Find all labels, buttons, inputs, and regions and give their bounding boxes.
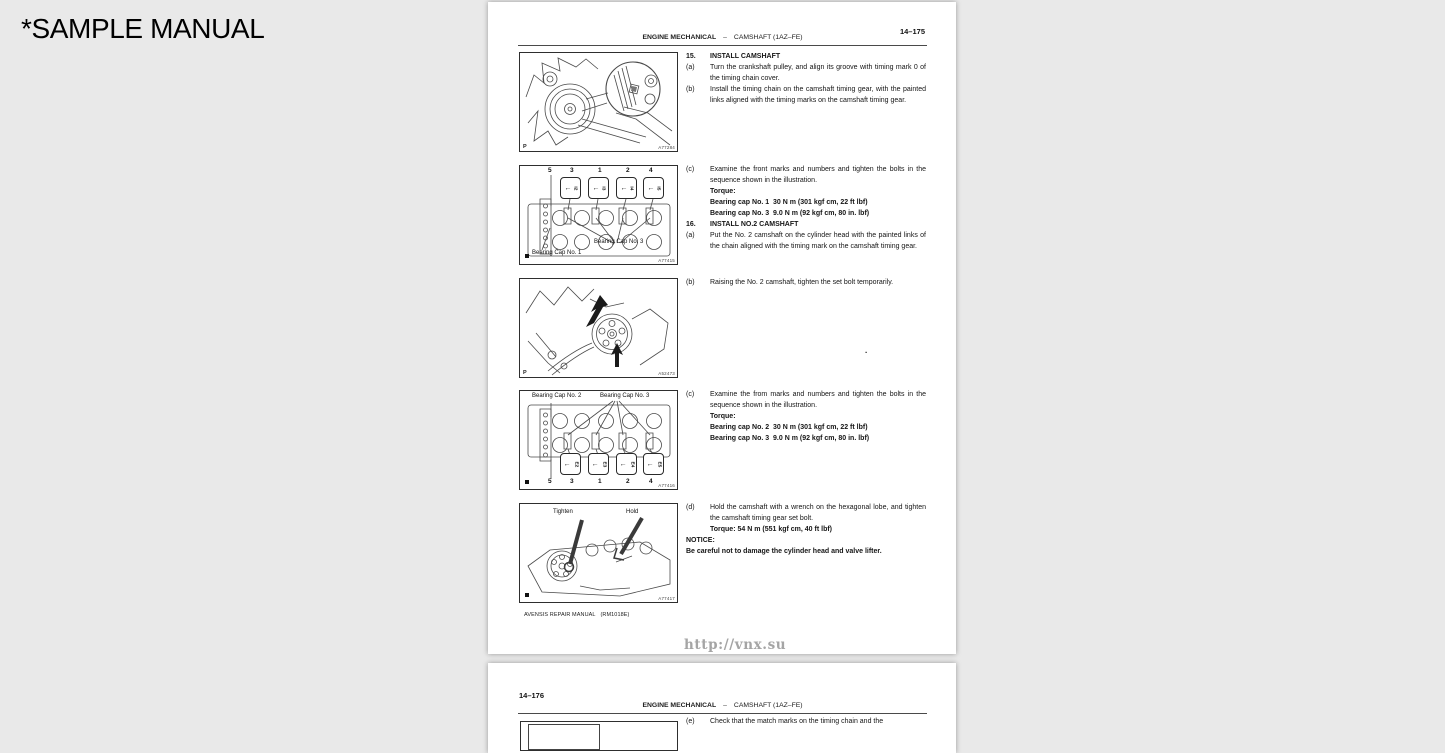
torque-heading: Torque:: [710, 188, 736, 195]
cap-callout: [616, 453, 637, 475]
bearing-cap-1-label: Bearing Cap No. 1: [532, 250, 582, 256]
torque-spec: Torque: 54 N m (551 kgf cm, 40 ft lbf): [710, 526, 833, 533]
instruction-block-timing-gear-bolt: [686, 502, 926, 557]
step-text: Put the No. 2 camshaft on the cylinder head with the painted links of the chain aligned with the timing mark on the camshaft timing gear.: [710, 232, 926, 250]
figure-corner-mark: P: [523, 370, 527, 376]
camshaft-sprocket-illustration: [520, 279, 677, 377]
bearing-cap-2-label: Bearing Cap No. 2: [532, 393, 582, 399]
torque-spec: Bearing cap No. 3 9.0 N m (92 kgf cm, 80 in. lbf): [710, 210, 870, 217]
tighten-label: Tighten: [553, 509, 573, 515]
cap-callout: [616, 177, 637, 199]
sequence-number: 4: [649, 478, 653, 485]
instruction-line: [686, 62, 926, 84]
section-header-left: ENGINE MECHANICAL: [642, 34, 717, 41]
step-number: (b): [686, 279, 695, 286]
step-text: Raising the No. 2 camshaft, tighten the set bolt temporarily.: [710, 279, 894, 286]
instruction-block-cap-sequence-2: [686, 389, 926, 444]
figure-corner-mark: P: [523, 144, 527, 150]
hold-label: Hold: [626, 509, 639, 515]
cap-callout-label: E5: [655, 461, 661, 467]
sequence-number: 2: [626, 167, 630, 174]
step-number: (c): [686, 391, 695, 398]
figure-code: A77417: [658, 596, 675, 601]
instruction-block-partial: [686, 716, 926, 727]
figure-code: A77284: [658, 145, 675, 150]
instruction-line: [686, 51, 926, 62]
step-text: INSTALL CAMSHAFT: [710, 53, 781, 60]
left-arrow-icon: ←: [563, 460, 571, 468]
instruction-block-cap-sequence-1: [686, 164, 926, 252]
step-number: (e): [686, 718, 695, 725]
stray-dot: .: [865, 346, 868, 355]
cap-callout-label: E2: [572, 461, 578, 467]
cap-callout-label: I2: [572, 185, 578, 190]
sequence-number: 2: [626, 478, 630, 485]
step-text: INSTALL NO.2 CAMSHAFT: [710, 221, 799, 228]
figure-bearing-cap-sequence-2: [519, 390, 678, 490]
bearing-cap-3-label: Bearing Cap No. 3: [594, 239, 644, 245]
page-number: 14–175: [899, 27, 925, 36]
figure-code: A77416: [658, 483, 675, 488]
step-text: Install the timing chain on the camshaft timing gear, with the painted links aligned with the timing marks on the camshaft timing gear.: [710, 86, 926, 104]
crankshaft-pulley-illustration: [520, 53, 677, 151]
sequence-number: 3: [570, 478, 574, 485]
step-number: (b): [686, 86, 695, 93]
cap-callout-label: E3: [600, 461, 606, 467]
sequence-number: 4: [649, 167, 653, 174]
manual-footer: AVENSIS REPAIR MANUAL (RM1018E): [524, 612, 630, 618]
left-arrow-icon: ←: [619, 460, 627, 468]
left-arrow-icon: ←: [647, 184, 655, 192]
sequence-number: 5: [548, 478, 552, 485]
bearing-cap-3-label: Bearing Cap No. 3: [600, 393, 650, 399]
manual-page-175: [488, 2, 956, 654]
wrench-illustration: [520, 504, 677, 602]
step-number: (c): [686, 166, 695, 173]
instruction-block-set-bolt: [686, 277, 926, 288]
step-text: Turn the crankshaft pulley, and align its groove with timing mark 0 of the timing chain cover.: [710, 64, 926, 82]
instruction-line: [686, 277, 926, 288]
footnote-square-icon: [525, 480, 529, 484]
section-header-right: CAMSHAFT (1AZ–FE): [733, 34, 803, 41]
torque-spec: Bearing cap No. 1 30 N m (301 kgf cm, 22 ft lbf): [710, 199, 868, 206]
vnx-watermark: http://vnx.su: [684, 637, 787, 653]
section-header-left: ENGINE MECHANICAL: [642, 702, 717, 709]
section-header-right: CAMSHAFT (1AZ–FE): [733, 702, 803, 709]
figure-no2-camshaft: [519, 278, 678, 378]
instruction-line: [686, 230, 926, 252]
cap-callout: [560, 177, 581, 199]
step-text: Examine the from marks and numbers and tighten the bolts in the sequence shown in the illustration.: [710, 391, 926, 409]
notice-heading: NOTICE:: [686, 537, 715, 544]
left-arrow-icon: ←: [564, 184, 572, 192]
manual-page-176: [488, 663, 956, 753]
instruction-line: [686, 502, 926, 524]
figure-partial-inner-box: [528, 724, 600, 750]
left-arrow-icon: ←: [591, 460, 599, 468]
sample-manual-label: *SAMPLE MANUAL: [21, 13, 265, 44]
cap-callout-label: I4: [628, 185, 634, 190]
cap-callout: [643, 177, 664, 199]
cap-callout-label: I5: [655, 185, 661, 190]
left-arrow-icon: ←: [646, 460, 654, 468]
cap-callout-label: I3: [600, 185, 606, 190]
section-header: [518, 702, 927, 714]
sequence-number: 5: [548, 167, 552, 174]
step-text: Hold the camshaft with a wrench on the hexagonal lobe, and tighten the camshaft timing gear set bolt.: [710, 504, 926, 522]
step-number: (a): [686, 232, 695, 239]
cap-callout: [643, 453, 664, 475]
torque-heading: Torque:: [710, 413, 736, 420]
notice-text: Be careful not to damage the cylinder head and valve lifter.: [686, 548, 882, 555]
cap-callout: [588, 177, 609, 199]
instruction-line: [686, 219, 926, 230]
figure-code: A52473: [658, 371, 675, 376]
instruction-line: [686, 84, 926, 106]
section-header-dash: –: [723, 702, 727, 709]
footnote-square-icon: [525, 254, 529, 258]
instruction-block-install-camshaft: [686, 51, 926, 106]
step-text: Examine the front marks and numbers and tighten the bolts in the sequence shown in the illustration.: [710, 166, 926, 184]
step-number: 16.: [686, 221, 696, 228]
instruction-line: [686, 389, 926, 411]
left-arrow-icon: ←: [592, 184, 600, 192]
figure-crankshaft-pulley: [519, 52, 678, 152]
step-text: Check that the match marks on the timing chain and the: [710, 718, 884, 725]
torque-spec: Bearing cap No. 3 9.0 N m (92 kgf cm, 80 in. lbf): [710, 435, 870, 442]
torque-spec: Bearing cap No. 2 30 N m (301 kgf cm, 22 ft lbf): [710, 424, 868, 431]
sequence-number: 1: [598, 167, 602, 174]
sequence-number: 1: [598, 478, 602, 485]
cap-callout: [560, 453, 581, 475]
figure-code: A77415: [658, 258, 675, 263]
page-number: 14–176: [519, 691, 545, 700]
cap-callout: [588, 453, 609, 475]
cap-callout-label: E4: [628, 461, 634, 467]
figure-tighten-hold-wrench: [519, 503, 678, 603]
section-header: [518, 34, 927, 46]
figure-bearing-cap-sequence-1: [519, 165, 678, 265]
step-number: 15.: [686, 53, 696, 60]
step-number: (d): [686, 504, 695, 511]
step-number: (a): [686, 64, 695, 71]
instruction-line: [686, 716, 926, 727]
footnote-square-icon: [525, 593, 529, 597]
section-header-dash: –: [723, 34, 727, 41]
left-arrow-icon: ←: [620, 184, 628, 192]
sequence-number: 3: [570, 167, 574, 174]
instruction-line: [686, 164, 926, 186]
